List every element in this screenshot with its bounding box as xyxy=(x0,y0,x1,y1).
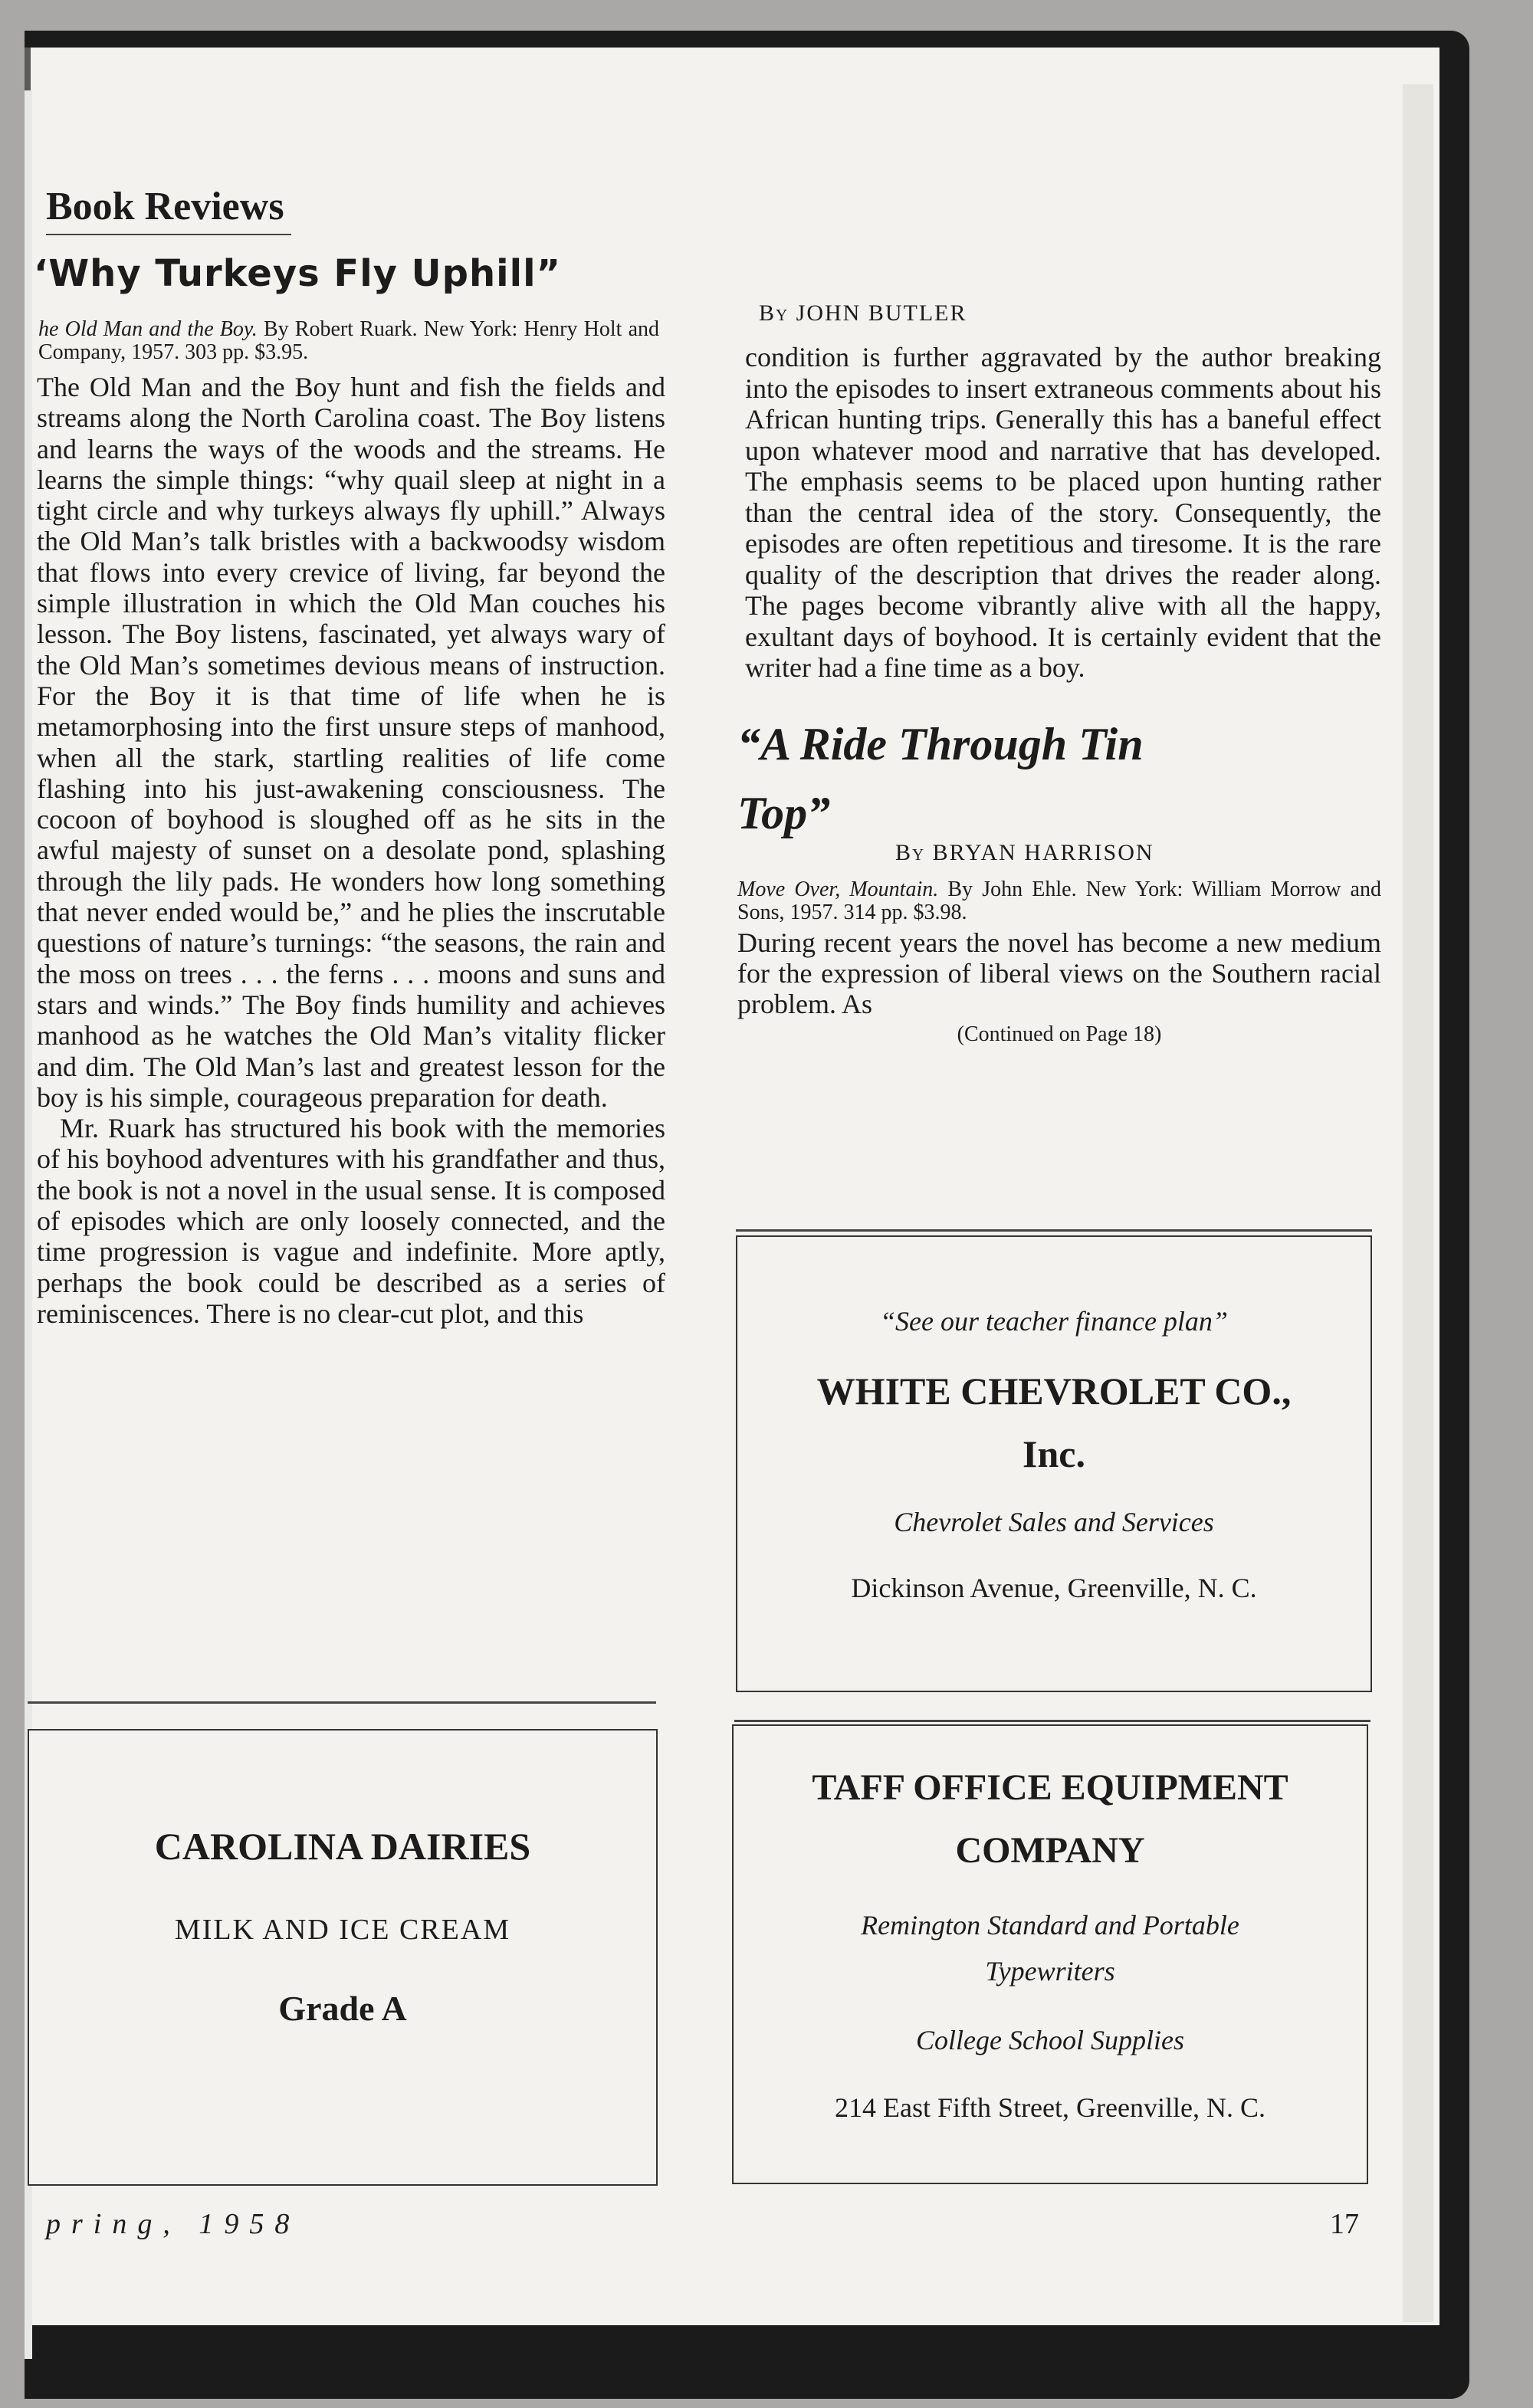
ad-company-name: TAFF OFFICE EQUIPMENT xyxy=(812,1767,1288,1808)
page-number: 17 xyxy=(1330,2208,1359,2240)
book-title: he Old Man and the Boy. xyxy=(38,317,258,341)
white-chevrolet-ad xyxy=(736,1235,1372,1692)
book-details: By Robert Ruark. New York: Henry Holt and Company, 1957. 303 pp. $3.95. xyxy=(38,317,659,364)
book-citation xyxy=(38,318,659,364)
ad-company-name: CAROLINA DAIRIES xyxy=(154,1825,531,1868)
section-title: Book Reviews xyxy=(46,184,291,235)
review2-book-title: Move Over, Mountain. xyxy=(737,877,939,901)
ad-company-suffix: COMPANY xyxy=(955,1830,1145,1871)
carolina-dairies-ad xyxy=(28,1729,658,2186)
ad-product-line: Remington Standard and Portable xyxy=(861,1910,1239,1941)
ad-address: Dickinson Avenue, Greenville, N. C. xyxy=(851,1573,1257,1603)
ad-divider xyxy=(736,1229,1372,1232)
page-edge xyxy=(1403,84,1433,2322)
review-body: The Old Man and the Boy hunt and fish the fields and streams along the North Carolina coast. The Boy listens and learns the ways of the woods and the streams. He learns the simple things: “why quail sleep at night in a tight circle and why turkeys always fly uphill.” Always the Old Man’s talk bristles with a backwoodsy wisdom that flows into every crevice of living, far beyond the simple illustration in which the Old Man couches his lesson. The Boy listens, fascinated, yet always wary of the Old Man’s sometimes devious means of instruction. For the Boy it is that time of life when he is metamorphosing into the first unsure steps of manhood, when all the stark, startling realities of life come flashing into his just-awakening consciousness. The cocoon of boyhood is sloughed off as he sits in the awful majesty of sunset on a desolate pond, splashing through the lily pads. He wonders how long something that never ended would be,” and he plies the inscrutable questions of nature’s turnings: “the seasons, the rain and the moss on trees . . . the ferns . . . moons and suns and stars and winds.” The Boy finds humility and achieves manhood as he watches the Old Man’s vitality flicker and dim. The Old Man’s last and greatest lesson for the boy is his simple, courageous preparation for death. xyxy=(37,372,665,1113)
ad-grade: Grade A xyxy=(278,1989,407,2028)
review-body-2: Mr. Ruark has structured his book with the memories of his boyhood adventures with his grandfather and thus, the book is not a novel in the usual sense. It is composed of episodes which are only loosely connected, and the time progression is vague and indefinite. More aptly, perhaps the book could be described as a series of reminiscences. There is no clear-cut plot, and this xyxy=(37,1113,665,1329)
taff-office-ad xyxy=(732,1724,1368,2184)
review2-citation xyxy=(737,878,1381,924)
left-column xyxy=(31,184,667,1329)
issue-date: pring, 1958 xyxy=(46,2208,300,2240)
review-body-continued: condition is further aggravated by the author breaking into the episodes to insert extraneous comments about his African hunting trips. Generally this has a baneful effect upon whatever mood and narrative that has developed. The emphasis seems to be placed upon hunting rather than the central idea of the story. Consequently, the episodes are often repetitious and tiresome. It is the rare quality of the description that drives the reader along. The pages become vibrantly alive with all the happy, exultant days of boyhood. It is certainly evident that the writer had a fine time as a boy. xyxy=(745,342,1381,683)
ad-divider xyxy=(28,1701,656,1704)
ad-slogan: “See our teacher finance plan” xyxy=(880,1306,1228,1337)
ad-supplies: College School Supplies xyxy=(916,2025,1184,2055)
review-byline: By JOHN BUTLER xyxy=(759,300,967,326)
ad-address: 214 East Fifth Street, Greenville, N. C. xyxy=(835,2092,1265,2123)
review2-title: “A Ride Through Tin Top” xyxy=(737,718,1144,838)
ad-company-name: WHITE CHEVROLET CO., xyxy=(816,1370,1292,1412)
review2-body: During recent years the novel has become a new medium for the expression of liberal views on the Southern racial problem. As xyxy=(737,927,1381,1019)
ad-products: MILK AND ICE CREAM xyxy=(174,1914,511,1946)
continued-note: (Continued on Page 18) xyxy=(957,1022,1162,1046)
ad-product-line-2: Typewriters xyxy=(985,1956,1115,1986)
ad-divider xyxy=(734,1720,1371,1722)
right-column xyxy=(737,300,1381,1047)
ad-company-suffix: Inc. xyxy=(1023,1432,1085,1475)
review2-byline: By BRYAN HARRISON xyxy=(895,839,1154,865)
review-title: ‘Why Turkeys Fly Uphill” xyxy=(34,252,562,295)
review2-book-details: By John Ehle. New York: William Morrow and Sons, 1957. 314 pp. $3.98. xyxy=(737,877,1381,924)
ad-service: Chevrolet Sales and Services xyxy=(894,1507,1214,1537)
